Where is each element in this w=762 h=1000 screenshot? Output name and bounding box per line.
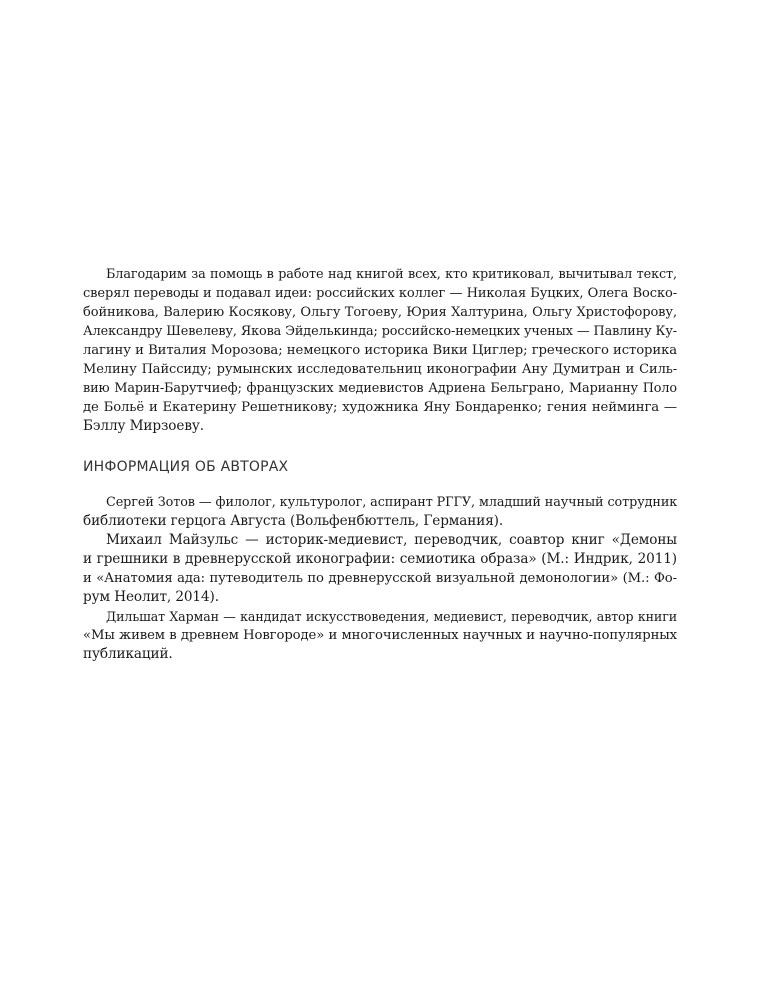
acknowledgements-paragraph xyxy=(83,265,677,436)
author-maizuls-line: Михаил Майзульс — историк-медиевист, переводчик, соавтор книг «Демоны xyxy=(106,532,677,548)
acknowledgements-line: Благодарим за помощь в работе над книгой всех, кто критиковал, вычитывал текст, xyxy=(106,267,677,282)
author-zotov-line: Сергей Зотов — филолог, культуролог, аспирант РГГУ, младший научный сотрудник xyxy=(106,495,678,510)
acknowledgements-line: Бэллу Мирзоеву. xyxy=(83,418,204,434)
author-kharman-line: публикаций. xyxy=(83,646,173,662)
author-maizuls-line: и «Анатомия ада: путеводитель по древнерусской визуальной демонологии» (М.: Фо- xyxy=(83,571,677,586)
acknowledgements-line: лагину и Виталия Морозова; немецкого историка Вики Циглер; греческого историка xyxy=(83,343,677,358)
author-maizuls-line: и грешники в древнерусской иконографии: семиотика образа» (М.: Индрик, 2011) xyxy=(83,551,677,567)
author-zotov-line: библиотеки герцога Августа (Вольфенбюттель, Германия). xyxy=(83,513,504,529)
acknowledgements-line: Александру Шевелеву, Якова Эйделькинда; российско-немецких ученых — Павлину Ку- xyxy=(83,324,677,339)
acknowledgements-line: сверял переводы и подавал идеи: российских коллег — Николая Буцких, Олега Воско- xyxy=(83,286,677,301)
acknowledgements-line: Мелину Пайссиду; румынских исследовательниц иконографии Ану Думитран и Силь- xyxy=(83,362,677,377)
acknowledgements-line: вию Марин-Барутчиеф; французских медиевистов Адриена Бельграно, Марианну Поло xyxy=(83,381,677,396)
authors-info xyxy=(83,493,677,664)
author-kharman-line: «Мы живем в древнем Новгороде» и многочисленных научных и научно-популярных xyxy=(83,628,677,643)
acknowledgements-line: бойникова, Валерию Косякову, Ольгу Тогоеву, Юрия Халтурина, Ольгу Христофорову, xyxy=(83,305,677,320)
author-kharman-line: Дильшат Харман — кандидат искусствоведения, медиевист, переводчик, автор книги xyxy=(106,609,677,624)
author-maizuls-line: рум Неолит, 2014). xyxy=(83,589,219,605)
acknowledgements-line: де Больё и Екатерину Решетникову; художника Яну Бондаренко; гения нейминга — xyxy=(83,400,677,415)
section-heading: ИНФОРМАЦИЯ ОБ АВТОРАХ xyxy=(83,459,289,475)
